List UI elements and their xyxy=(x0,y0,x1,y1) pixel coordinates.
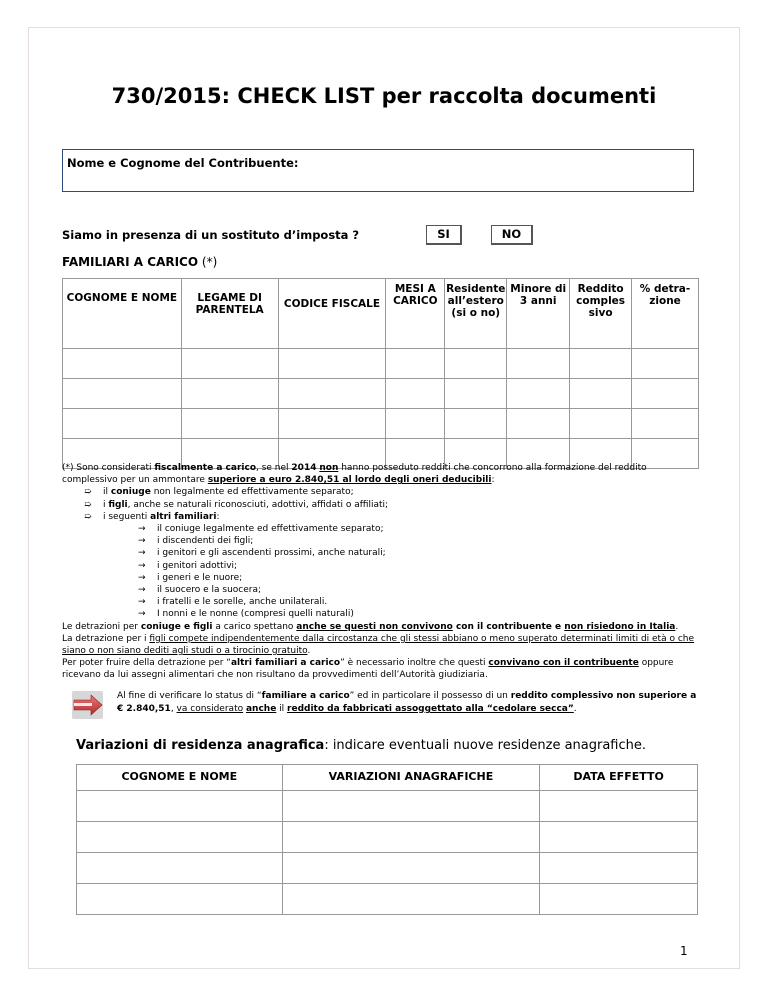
list-item: → I nonni e le nonne (compresi quelli naturali) xyxy=(138,609,354,620)
highlight-note: Al fine di verificare lo status di “familiare a carico” ed in particolare il possesso di un reddito complessivo non superiore a € 2.840,51, va considerato anche il reddito da fabbricati assoggettato alla “cedolare secca”. xyxy=(117,691,697,714)
variazioni-heading: Variazioni di residenza anagrafica: indicare eventuali nuove residenze anagrafiche. xyxy=(76,738,647,753)
table-row[interactable] xyxy=(63,409,699,439)
right-arrow-icon: → xyxy=(138,560,157,571)
contribuente-name-box[interactable] xyxy=(62,149,694,192)
table-row[interactable] xyxy=(77,822,698,853)
list-item: ➯ i figli, anche se naturali riconosciuti, adottivi, affidati o affiliati; xyxy=(84,499,389,510)
col-variazioni: VARIAZIONI ANAGRAFICHE xyxy=(282,765,540,791)
table-row[interactable] xyxy=(77,853,698,884)
familiari-heading: FAMILIARI A CARICO (*) xyxy=(62,255,218,269)
note-p4: Per poter fruire della detrazione per “altri familiari a carico” è necessario inoltre che questi convivano con il contribuente oppure ricevano da lui assegni alimentari che non risultano da provvedimenti dell’Autorità giudiziaria. xyxy=(62,658,674,681)
notes xyxy=(62,462,700,682)
right-arrow-icon: → xyxy=(138,536,157,547)
col-cognome-nome: COGNOME E NOME xyxy=(77,765,283,791)
arrow-icon: ➯ xyxy=(84,499,103,510)
col-residente-estero: Residente all’estero (si o no) xyxy=(445,279,507,349)
col-mesi-carico: MESI A CARICO xyxy=(386,279,445,349)
list-item: → i fratelli e le sorelle, anche unilaterali. xyxy=(138,597,328,608)
col-cognome-nome: COGNOME E NOME xyxy=(63,279,182,349)
note-p1: (*) Sono considerati fiscalmente a carico, se nel 2014 non hanno posseduto redditi che concorrono alla formazione del reddito complessivo per un ammontare superiore a euro 2.840,51 al lordo degli oneri deducibili: xyxy=(62,463,647,486)
page-number: 1 xyxy=(680,944,688,958)
page-title: 730/2015: CHECK LIST per raccolta documenti xyxy=(111,84,657,108)
col-reddito: Reddito comples sivo xyxy=(570,279,632,349)
table-row[interactable] xyxy=(77,791,698,822)
arrow-icon: ➯ xyxy=(84,487,103,498)
arrow-icon: ➯ xyxy=(84,511,103,522)
list-item: → il suocero e la suocera; xyxy=(138,585,262,596)
no-checkbox[interactable]: NO xyxy=(491,225,533,245)
note-p3: La detrazione per i figli compete indipendentemente dalla circostanza che gli stessi abbiano o meno superato determinati limiti di età o che siano o non siano dediti agli studi o a tirocinio gratuito. xyxy=(62,633,695,657)
right-arrow-icon: → xyxy=(138,548,157,559)
list-item: ➯ i seguenti altri familiari: xyxy=(84,511,220,522)
table-row[interactable] xyxy=(77,884,698,915)
list-item: → i genitori e gli ascendenti prossimi, anche naturali; xyxy=(138,548,386,559)
list-item: → i generi e le nuore; xyxy=(138,572,243,583)
right-arrow-icon: → xyxy=(138,572,157,583)
table-row[interactable] xyxy=(63,349,699,379)
right-arrow-icon: → xyxy=(138,609,157,620)
variazioni-table xyxy=(76,764,698,915)
right-arrow-icon: → xyxy=(138,597,157,608)
familiari-table xyxy=(62,278,699,469)
list-item: → i genitori adottivi; xyxy=(138,560,238,571)
col-codice-fiscale: CODICE FISCALE xyxy=(278,279,386,349)
list-item: → i discendenti dei figli; xyxy=(138,536,254,547)
col-legame: LEGAME DI PARENTELA xyxy=(181,279,278,349)
si-checkbox[interactable]: SI xyxy=(426,225,462,245)
right-arrow-icon: → xyxy=(138,585,157,596)
list-item: ➯ il coniuge non legalmente ed effettivamente separato; xyxy=(84,487,354,498)
sostituto-question: Siamo in presenza di un sostituto d’imposta ? xyxy=(62,228,360,242)
highlight-arrow-icon xyxy=(71,690,104,720)
col-data-effetto: DATA EFFETTO xyxy=(540,765,698,791)
list-item: → il coniuge legalmente ed effettivamente separato; xyxy=(138,524,384,535)
col-minore-3-anni: Minore di 3 anni xyxy=(507,279,570,349)
right-arrow-icon: → xyxy=(138,524,157,535)
col-detrazione: % detra- zione xyxy=(632,279,699,349)
note-p2: Le detrazioni per coniuge e figli a carico spettano anche se questi non convivono con il contribuente e non risiedono in Italia. xyxy=(62,621,679,632)
table-row[interactable] xyxy=(63,379,699,409)
contribuente-label: Nome e Cognome del Contribuente: xyxy=(67,156,299,170)
